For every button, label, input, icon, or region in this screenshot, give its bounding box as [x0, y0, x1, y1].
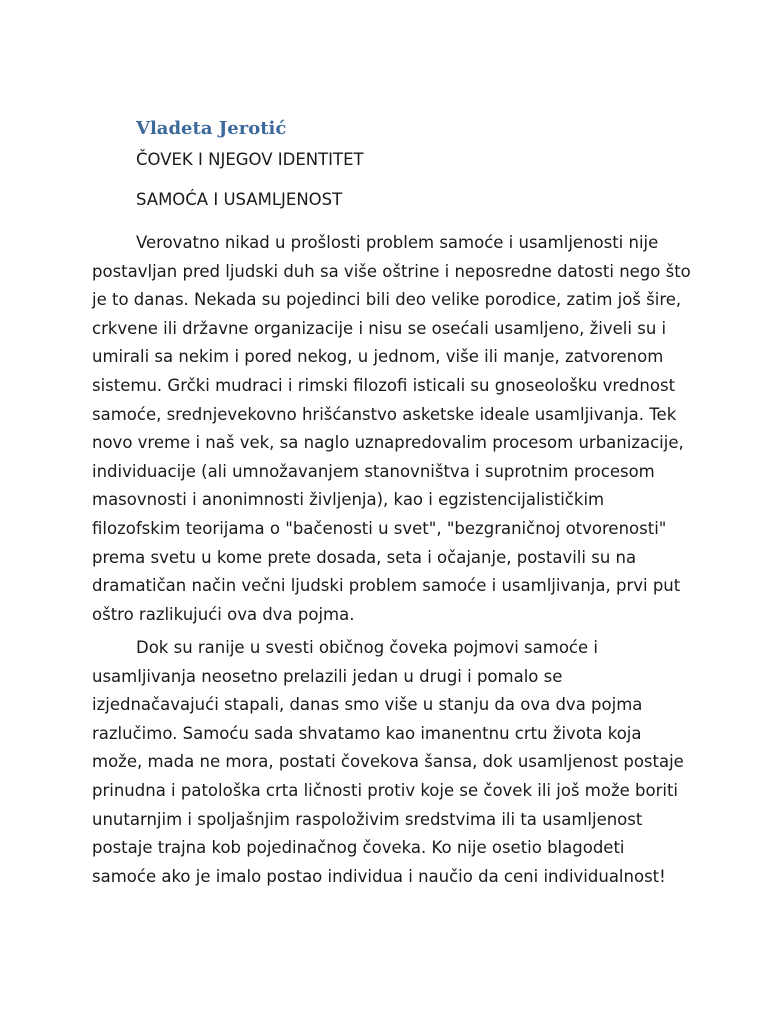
paragraph-line: postaje trajna kob pojedinačnog čoveka. Ko nije osetio blagodeti	[92, 838, 625, 858]
paragraph-line: umirali sa nekim i pored nekog, u jednom, više ili manje, zatvorenom	[92, 347, 664, 367]
chapter-title: SAMOĆA I USAMLJENOST	[136, 190, 343, 209]
paragraph-line: novo vreme i naš vek, sa naglo uznapredovalim procesom urbanizacije,	[92, 433, 684, 453]
paragraph-line: dramatičan način večni ljudski problem samoće i usamljivanja, prvi put	[92, 576, 681, 596]
paragraph-line: Verovatno nikad u prošlosti problem samoće i usamljenosti nije	[136, 233, 659, 252]
paragraph-line: razlučimo. Samoću sada shvatamo kao imanentnu crtu života koja	[92, 723, 642, 743]
paragraph-line: sistemu. Grčki mudraci i rimski filozofi isticali su gnoseološku vrednost	[92, 376, 676, 395]
paragraph-line: samoće, srednjevekovno hrišćanstvo asketske ideale usamljivanja. Tek	[92, 404, 677, 424]
paragraph-line: masovnosti i anonimnosti življenja), kao i egzistencijalističkim	[92, 490, 605, 510]
paragraph-line: samoće ako je imalo postao individua i naučio da ceni individualnost!	[92, 866, 666, 886]
paragraph-line: crkvene ili državne organizacije i nisu se osećali usamljeno, živeli su i	[92, 318, 667, 338]
paragraph-line: unutarnjim i spoljašnjim raspoloživim sredstvima ili ta usamljenost	[92, 809, 643, 829]
paragraph-line: prema svetu u kome prete dosada, seta i očajanje, postavili su na	[92, 547, 637, 567]
paragraph-line: izjednačavajući stapali, danas smo više u stanju da ova dva pojma	[92, 695, 643, 715]
paragraph-line: Dok su ranije u svesti običnog čoveka pojmovi samoće i	[136, 638, 598, 657]
paragraph-line: individuacije (ali umnožavanjem stanovništva i suprotnim procesom	[92, 461, 655, 481]
paragraph-line: prinudna i patološka crta ličnosti protiv koje se čovek ili još može boriti	[92, 781, 678, 800]
paragraph-line: postavljan pred ljudski duh sa više oštrine i neposredne datosti nego što	[92, 261, 691, 281]
book-title: ČOVEK I NJEGOV IDENTITET	[136, 150, 364, 169]
paragraph-line: oštro razlikujući ova dva pojma.	[92, 604, 355, 624]
author-name: Vladeta Jerotić	[136, 118, 287, 139]
paragraph-line: usamljivanja neosetno prelazili jedan u drugi i pomalo se	[92, 666, 563, 686]
paragraph-line: može, mada ne mora, postati čovekova šansa, dok usamljenost postaje	[92, 752, 684, 772]
paragraph-line: je to danas. Nekada su pojedinci bili deo velike porodice, zatim još šire,	[92, 290, 682, 310]
paragraph-line: filozofskim teorijama o "bačenosti u svet", "bezgraničnoj otvorenosti"	[92, 519, 667, 538]
